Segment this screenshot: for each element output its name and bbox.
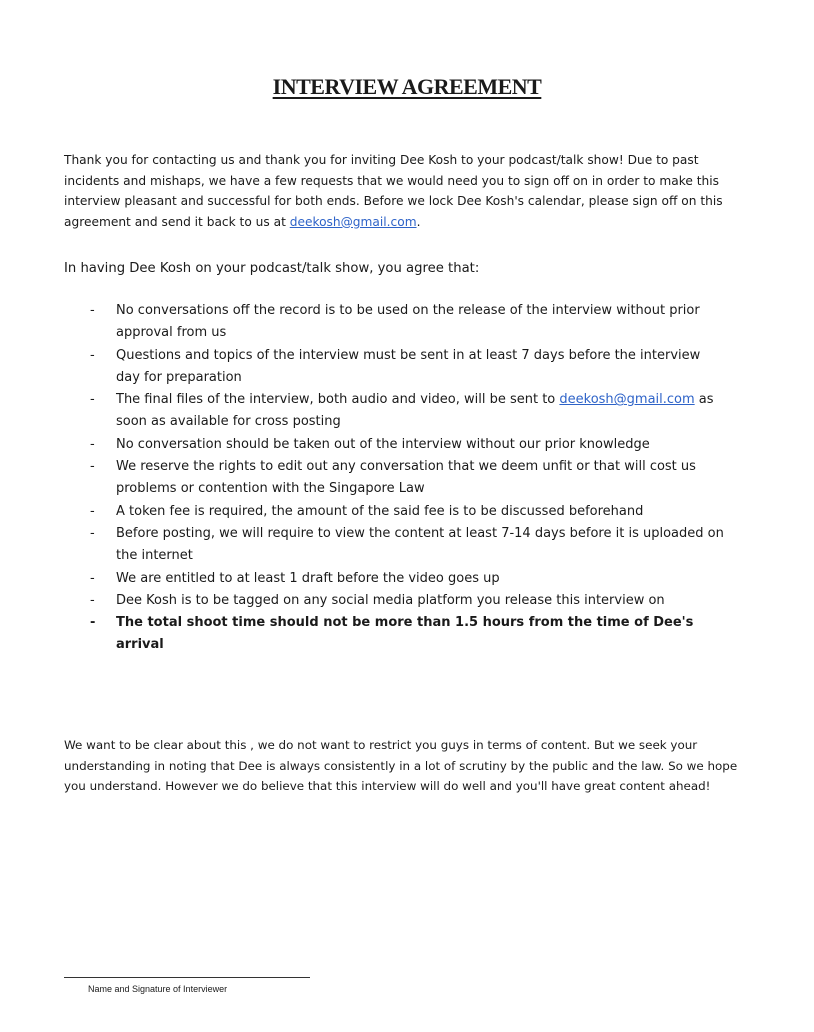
terms-list bbox=[64, 300, 724, 657]
bullet-dash: - bbox=[90, 436, 95, 452]
term-text: Dee Kosh is to be tagged on any social media platform you release this interview on bbox=[116, 592, 665, 608]
term-text: Questions and topics of the interview must be sent in at least 7 days before the interview day for preparation bbox=[116, 347, 701, 385]
bullet-dash: - bbox=[90, 459, 95, 475]
term-text: Before posting, we will require to view the content at least 7-14 days before it is uploaded on the internet bbox=[116, 525, 724, 564]
bullet-dash: - bbox=[90, 525, 95, 541]
bullet-dash: - bbox=[90, 570, 95, 586]
intro-text: Thank you for contacting us and thank you for inviting Dee Kosh to your podcast/talk show! Due to past incidents and mishaps, we have a few requests that we would need you to sign off on in order to make this interview pleasant and successful for both ends. Before we lock Dee Kosh's calendar, please sign off on this agreement and send it back to us at bbox=[64, 153, 723, 229]
bullet-dash: - bbox=[90, 615, 96, 631]
term-text: We reserve the rights to edit out any conversation that we deem unfit or that will cost us problems or contention with the Singapore Law bbox=[116, 459, 696, 497]
bullet-dash: - bbox=[90, 347, 95, 363]
term-item bbox=[64, 434, 724, 456]
term-item bbox=[64, 590, 724, 612]
term-text: We are entitled to at least 1 draft before the video goes up bbox=[116, 570, 500, 586]
term-item bbox=[64, 389, 724, 434]
term-item bbox=[64, 456, 724, 501]
term-item bbox=[64, 345, 724, 390]
term-text: No conversations off the record is to be used on the release of the interview without prior approval from us bbox=[116, 303, 700, 341]
signature-label: Name and Signature of Interviewer bbox=[88, 984, 228, 994]
term-text-end: as soon as available for cross posting bbox=[116, 392, 714, 430]
intro-paragraph bbox=[64, 150, 754, 232]
signature-line bbox=[64, 977, 310, 978]
term-item bbox=[64, 568, 724, 590]
term-text: The total shoot time should not be more than 1.5 hours from the time of Dee's arrival bbox=[116, 615, 694, 653]
bullet-dash: - bbox=[90, 303, 95, 318]
term-item-bold bbox=[64, 612, 724, 657]
term-item bbox=[64, 300, 724, 345]
bullet-dash: - bbox=[90, 503, 95, 519]
bullet-dash: - bbox=[90, 592, 95, 608]
term-text: The final files of the interview, both audio and video, will be sent to bbox=[116, 392, 560, 408]
email-link[interactable]: deekosh@gmail.com bbox=[559, 392, 695, 408]
intro-text-end: . bbox=[416, 214, 421, 229]
term-item bbox=[64, 523, 724, 568]
term-text: No conversation should be taken out of the interview without our prior knowledge bbox=[116, 436, 650, 452]
closing-paragraph: We want to be clear about this , we do not want to restrict you guys in terms of content. But we seek your understanding in noting that Dee is always consistently in a lot of scrutiny by the public and the law. So we hope you understand. However we do believe that this interview will do well and you'll have great content ahead! bbox=[64, 738, 738, 794]
email-link[interactable]: deekosh@gmail.com bbox=[289, 214, 417, 229]
bullet-dash: - bbox=[90, 392, 95, 408]
term-item bbox=[64, 501, 724, 523]
terms-lead: In having Dee Kosh on your podcast/talk show, you agree that: bbox=[64, 261, 480, 276]
term-text: A token fee is required, the amount of the said fee is to be discussed beforehand bbox=[116, 503, 644, 519]
document-title: INTERVIEW AGREEMENT bbox=[272, 74, 542, 99]
